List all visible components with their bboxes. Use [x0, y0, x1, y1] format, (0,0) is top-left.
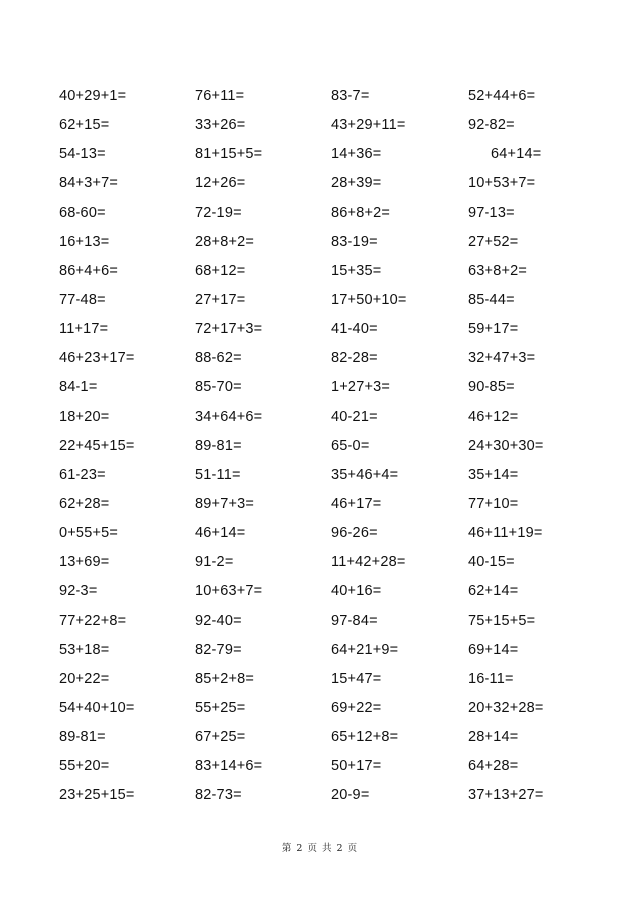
math-problem: 16-11= — [468, 670, 514, 687]
math-problem: 14+36= — [331, 146, 382, 163]
math-problem: 33+26= — [195, 117, 246, 134]
math-problem: 81+15+5= — [195, 146, 263, 163]
math-problem: 61-23= — [59, 466, 106, 483]
math-problem: 84+3+7= — [59, 175, 119, 192]
math-problem: 18+20= — [59, 408, 110, 425]
worksheet-row — [0, 697, 640, 726]
worksheet-row — [0, 318, 640, 347]
worksheet-row — [0, 172, 640, 201]
math-problem: 62+14= — [468, 583, 519, 600]
math-problem: 82-79= — [195, 641, 242, 658]
math-problem: 27+52= — [468, 233, 519, 250]
worksheet-row — [0, 493, 640, 522]
math-problem: 11+17= — [59, 321, 109, 338]
math-problem: 77-48= — [59, 291, 106, 308]
math-problem: 68+12= — [195, 262, 246, 279]
math-problem: 50+17= — [331, 758, 382, 775]
math-problem: 55+25= — [195, 699, 246, 716]
worksheet-row — [0, 202, 640, 231]
worksheet-row — [0, 435, 640, 464]
math-problem: 86+8+2= — [331, 204, 391, 221]
math-problem: 40-21= — [331, 408, 378, 425]
math-problem: 10+63+7= — [195, 583, 263, 600]
math-problem: 86+4+6= — [59, 262, 119, 279]
math-problem: 85-44= — [468, 291, 515, 308]
math-problem: 15+47= — [331, 670, 382, 687]
math-problem: 17+50+10= — [331, 291, 407, 308]
math-problem: 68-60= — [59, 204, 106, 221]
math-problem: 34+64+6= — [195, 408, 263, 425]
math-problem: 63+8+2= — [468, 262, 528, 279]
worksheet-row — [0, 755, 640, 784]
worksheet-row — [0, 231, 640, 260]
math-problem: 69+22= — [331, 699, 382, 716]
math-problem: 96-26= — [331, 525, 378, 542]
math-problem: 35+14= — [468, 466, 519, 483]
math-problem: 85+2+8= — [195, 670, 255, 687]
math-problem: 46+23+17= — [59, 350, 135, 367]
worksheet-row — [0, 376, 640, 405]
math-problem: 27+17= — [195, 291, 246, 308]
math-problem: 0+55+5= — [59, 525, 119, 542]
math-problem: 53+18= — [59, 641, 110, 658]
worksheet-row — [0, 726, 640, 755]
math-problem: 72+17+3= — [195, 321, 263, 338]
math-problem: 69+14= — [468, 641, 519, 658]
math-problem: 28+39= — [331, 175, 382, 192]
math-problem: 40+29+1= — [59, 88, 127, 104]
worksheet-row — [0, 551, 640, 580]
math-problem: 40-15= — [468, 554, 515, 571]
math-problem: 23+25+15= — [59, 787, 135, 804]
math-problem: 89-81= — [195, 437, 242, 454]
worksheet-row — [0, 114, 640, 143]
math-problem: 40+16= — [331, 583, 382, 600]
math-problem: 22+45+15= — [59, 437, 135, 454]
math-problem: 82-28= — [331, 350, 378, 367]
math-problem: 64+28= — [468, 758, 519, 775]
math-problem: 97-13= — [468, 204, 515, 221]
math-problem: 10+53+7= — [468, 175, 536, 192]
math-problem: 82-73= — [195, 787, 242, 804]
math-problem: 41-40= — [331, 321, 378, 338]
math-problem: 92-40= — [195, 612, 242, 629]
worksheet-row — [0, 85, 640, 114]
math-problem: 89-81= — [59, 729, 106, 746]
math-problem: 76+11= — [195, 88, 245, 104]
math-problem: 83-19= — [331, 233, 378, 250]
math-problem: 72-19= — [195, 204, 242, 221]
math-problem: 77+22+8= — [59, 612, 127, 629]
math-problem: 54+40+10= — [59, 699, 135, 716]
math-problem: 83+14+6= — [195, 758, 263, 775]
worksheet-row — [0, 580, 640, 609]
math-problem: 64+21+9= — [331, 641, 399, 658]
worksheet-row — [0, 784, 640, 813]
math-problem: 90-85= — [468, 379, 515, 396]
math-problem: 35+46+4= — [331, 466, 399, 483]
math-problem: 65+12+8= — [331, 729, 399, 746]
worksheet-row — [0, 260, 640, 289]
math-problem: 20+22= — [59, 670, 110, 687]
math-problem: 55+20= — [59, 758, 110, 775]
math-problem: 24+30+30= — [468, 437, 544, 454]
page-number-footer: 第 2 页 共 2 页 — [281, 843, 359, 854]
math-problem: 85-70= — [195, 379, 242, 396]
worksheet-row — [0, 289, 640, 318]
math-problem: 92-3= — [59, 583, 98, 600]
math-problem: 46+12= — [468, 408, 519, 425]
worksheet-row — [0, 406, 640, 435]
math-problem: 1+27+3= — [331, 379, 391, 396]
math-problem: 59+17= — [468, 321, 519, 338]
math-problem: 13+69= — [59, 554, 110, 571]
math-problem: 28+14= — [468, 729, 519, 746]
math-problem: 88-62= — [195, 350, 242, 367]
math-problem: 46+17= — [331, 495, 382, 512]
math-problem: 92-82= — [468, 117, 515, 134]
math-problem: 20+32+28= — [468, 699, 544, 716]
math-problem: 75+15+5= — [468, 612, 536, 629]
math-problem: 64+14= — [491, 146, 542, 163]
math-problem: 28+8+2= — [195, 233, 255, 250]
math-problem: 51-11= — [195, 466, 241, 483]
math-problem: 83-7= — [331, 88, 370, 104]
worksheet-row — [0, 347, 640, 376]
math-problem: 67+25= — [195, 729, 246, 746]
math-problem: 46+11+19= — [468, 525, 543, 542]
worksheet-row — [0, 522, 640, 551]
math-problem: 65-0= — [331, 437, 370, 454]
worksheet — [0, 85, 640, 814]
math-problem: 62+15= — [59, 117, 110, 134]
math-problem: 11+42+28= — [331, 554, 406, 571]
math-problem: 84-1= — [59, 379, 98, 396]
math-problem: 46+14= — [195, 525, 246, 542]
worksheet-row — [0, 639, 640, 668]
math-problem: 54-13= — [59, 146, 106, 163]
math-problem: 77+10= — [468, 495, 519, 512]
math-problem: 52+44+6= — [468, 88, 536, 104]
math-problem: 91-2= — [195, 554, 234, 571]
math-problem: 37+13+27= — [468, 787, 544, 804]
math-problem: 43+29+11= — [331, 117, 406, 134]
math-problem: 89+7+3= — [195, 495, 255, 512]
worksheet-row — [0, 668, 640, 697]
math-problem: 15+35= — [331, 262, 382, 279]
math-problem: 20-9= — [331, 787, 370, 804]
worksheet-row — [0, 610, 640, 639]
worksheet-row — [0, 143, 640, 172]
math-problem: 16+13= — [59, 233, 110, 250]
worksheet-row — [0, 464, 640, 493]
math-problem: 32+47+3= — [468, 350, 536, 367]
math-problem: 97-84= — [331, 612, 378, 629]
math-problem: 12+26= — [195, 175, 246, 192]
math-problem: 62+28= — [59, 495, 110, 512]
